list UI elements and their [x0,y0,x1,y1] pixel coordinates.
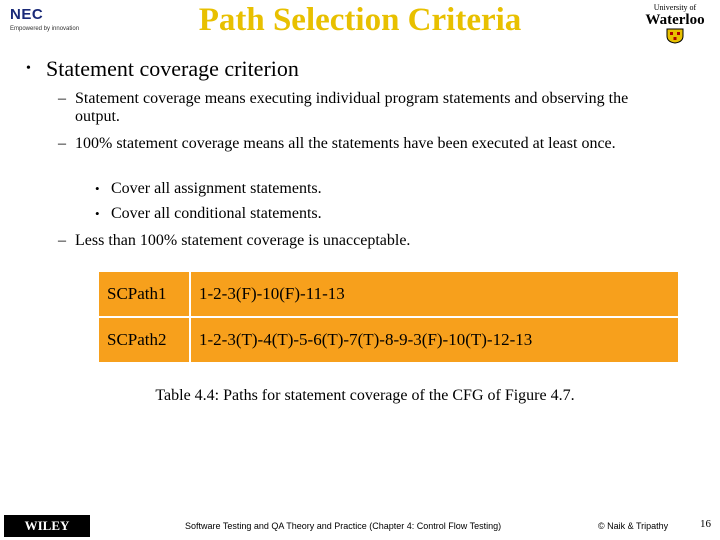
bullet-dot-icon: • [95,206,100,221]
list-item-text: Cover all assignment statements. [111,180,322,197]
list-item-text: Cover all conditional statements. [111,205,322,222]
table-row [98,271,679,317]
waterloo-logo-line2: Waterloo [645,12,705,28]
footer-copyright: © Naik & Tripathy [598,521,669,531]
sub-bullet-text: Statement coverage means executing individual program statements and observing the output. [75,90,629,125]
nec-logo-wordmark: NEC [10,6,44,23]
sub-bullet-text: Less than 100% statement coverage is unacceptable. [75,232,411,249]
paths-table [97,270,680,364]
bullet-text: Statement coverage criterion [46,56,299,81]
waterloo-logo [636,3,714,47]
slide-title: Path Selection Criteria [198,2,522,38]
bullet-dot-icon: • [95,181,100,196]
table-cell-path: 1-2-3(T)-4(T)-5-6(T)-7(T)-8-9-3(F)-10(T)-12-13 [190,317,679,363]
page-number: 16 [700,518,711,530]
footer-book-title: Software Testing and QA Theory and Practice (Chapter 4: Control Flow Testing) [185,521,502,531]
table-cell-path: 1-2-3(F)-10(F)-11-13 [190,271,679,317]
dash-icon: – [58,135,66,152]
table-cell-path-id: SCPath1 [98,271,190,317]
sub-bullet-text: 100% statement coverage means all the statements have been executed at least once. [75,135,616,152]
table-cell-path-id: SCPath2 [98,317,190,363]
bullet-dot-icon: • [26,61,31,76]
sub-bullet-full-coverage [58,135,678,175]
wiley-logo-text: WILEY [24,518,70,533]
sub-bullet-unacceptable [58,232,678,252]
table-caption: Table 4.4: Paths for statement coverage of the CFG of Figure 4.7. [155,387,575,404]
wiley-logo [4,515,90,537]
waterloo-logo-line1: University of [653,3,697,12]
nec-logo-tagline: Empowered by innovation [10,26,80,32]
dash-icon: – [58,232,66,249]
dash-icon: – [58,90,66,107]
crest-icon [665,28,685,44]
table-row [98,317,679,363]
sub-bullet-definition [58,90,678,130]
